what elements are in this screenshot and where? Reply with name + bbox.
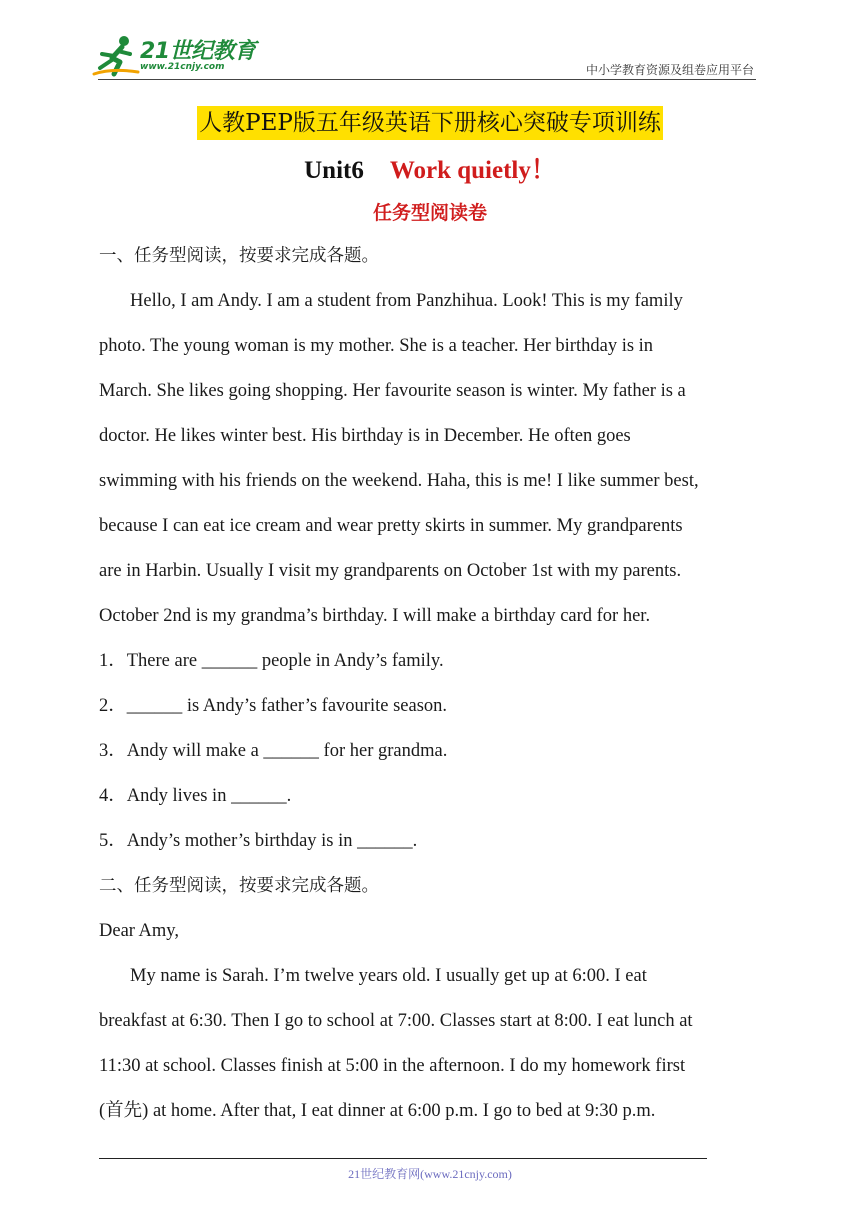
page-footer[interactable]: 21世纪教育网(www.21cnjy.com)	[348, 1167, 512, 1181]
logo-text: 21世纪教育	[140, 39, 256, 64]
document-body	[99, 234, 759, 1134]
question-item: 5．Andy’s mother’s birthday is in ______.	[99, 831, 418, 851]
unit-number: Unit6	[304, 157, 364, 184]
passage-line: My name is Sarah. I’m twelve years old. I usually get up at 6:00. I eat	[130, 966, 647, 986]
question-item: 3．Andy will make a ______ for her grandma.	[99, 741, 448, 761]
passage-line: photo. The young woman is my mother. She is a teacher. Her birthday is in	[99, 336, 654, 356]
unit-name: Work quietly！	[389, 157, 556, 184]
page-subtitle: 任务型阅读卷	[372, 202, 487, 224]
header-platform-text: 中小学教育资源及组卷应用平台	[585, 63, 754, 77]
question-item: 1．There are ______ people in Andy’s family.	[99, 651, 444, 671]
section-heading: 一、任务型阅读，按要求完成各题。	[99, 246, 379, 266]
question-item: 2．______ is Andy’s father’s favourite season.	[99, 696, 448, 716]
passage-line: swimming with his friends on the weekend. Haha, this is me! I like summer best,	[99, 471, 699, 491]
running-man-icon	[92, 34, 140, 78]
passage-line: March. She likes going shopping. Her favourite season is winter. My father is a	[99, 381, 686, 401]
page-header	[0, 0, 860, 80]
section-heading: 二、任务型阅读，按要求完成各题。	[99, 876, 379, 896]
unit-heading	[0, 150, 860, 186]
title-container	[0, 106, 860, 140]
question-item: 4．Andy lives in ______.	[99, 786, 292, 806]
passage-line: are in Harbin. Usually I visit my grandparents on October 1st with my parents.	[99, 561, 682, 581]
passage-line: October 2nd is my grandma’s birthday. I will make a birthday card for her.	[99, 606, 651, 626]
site-logo[interactable]	[92, 34, 262, 78]
page-title: 人教PEP版五年级英语下册核心突破专项训练	[197, 106, 663, 140]
logo-url: www.21cnjy.com	[140, 62, 225, 72]
letter-salutation: Dear Amy,	[99, 921, 179, 941]
passage-line: breakfast at 6:30. Then I go to school at 7:00. Classes start at 8:00. I eat lunch at	[99, 1011, 693, 1031]
passage-line: (首先) at home. After that, I eat dinner at 6:00 p.m. I go to bed at 9:30 p.m.	[99, 1101, 656, 1121]
passage-line: 11:30 at school. Classes finish at 5:00 in the afternoon. I do my homework first	[99, 1056, 686, 1076]
header-divider	[98, 79, 756, 80]
footer-divider	[99, 1158, 707, 1159]
passage-line: because I can eat ice cream and wear pretty skirts in summer. My grandparents	[99, 516, 683, 536]
passage-line: Hello, I am Andy. I am a student from Panzhihua. Look! This is my family	[130, 291, 683, 311]
passage-line: doctor. He likes winter best. His birthday is in December. He often goes	[99, 426, 631, 446]
